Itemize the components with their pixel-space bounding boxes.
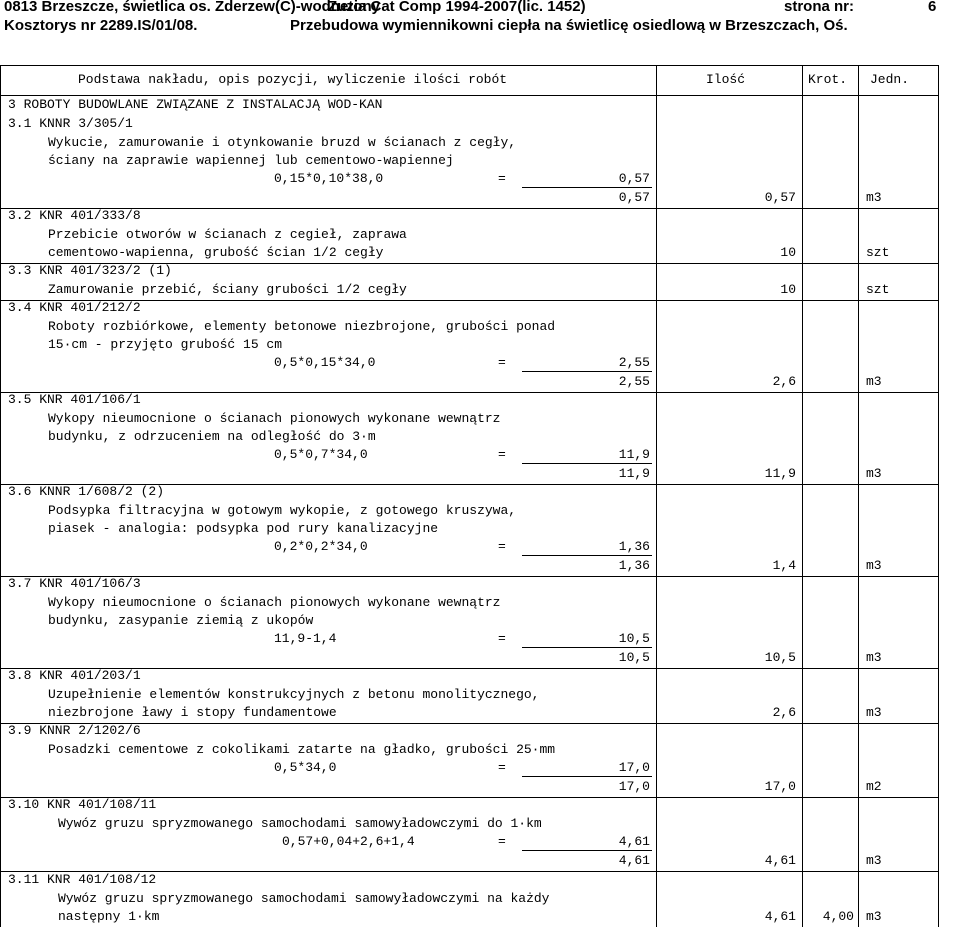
calc-formula: 11,9-1,4 (274, 631, 337, 646)
calc-formula: 0,5*0,7*34,0 (274, 447, 368, 462)
header-software: Zuzia Cat Comp 1994-2007(lic. 1452) (328, 0, 586, 15)
column-header-description: Podstawa nakładu, opis pozycji, wyliczenie ilości robót (78, 72, 508, 87)
item-description-line: Wywóz gruzu spryzmowanego samochodami samowyładowczymi na każdy (58, 891, 550, 906)
item-head: 3.6 KNNR 1/608/2 (2) (8, 484, 165, 499)
calc-result: 4,61 (618, 834, 650, 849)
item-quantity: 4,61 (764, 909, 796, 924)
item-quantity: 0,57 (764, 190, 796, 205)
calc-formula: 0,15*0,10*38,0 (274, 171, 384, 186)
calc-underline (522, 776, 652, 777)
column-header-quantity: Ilość (706, 72, 746, 87)
item-head: 3.8 KNR 401/203/1 (8, 668, 141, 683)
item-head: 3.5 KNR 401/106/1 (8, 392, 141, 407)
calc-equals: = (498, 171, 506, 186)
item-head: 3.2 KNR 401/333/8 (8, 208, 141, 223)
item-description-line: 15·cm - przyjęto grubość 15 cm (48, 337, 283, 352)
calc-sum: 4,61 (618, 853, 650, 868)
calc-underline (522, 463, 652, 464)
item-head: 3.10 KNR 401/108/11 (8, 797, 157, 812)
calc-underline (522, 371, 652, 372)
item-quantity: 11,9 (764, 466, 796, 481)
item-description-line: piasek - analogia: podsypka pod rury kanalizacyjne (48, 521, 439, 536)
item-unit: m3 (866, 909, 882, 924)
calc-equals: = (498, 760, 506, 775)
item-unit: m3 (866, 853, 882, 868)
item-quantity: 4,61 (764, 853, 796, 868)
column-header-krot: Krot. (808, 72, 848, 87)
calc-sum: 11,9 (618, 466, 650, 481)
item-unit: m3 (866, 705, 882, 720)
table-top-border (0, 65, 939, 66)
row-divider (0, 300, 939, 301)
item-head: 3.1 KNNR 3/305/1 (8, 116, 133, 131)
item-description-line: Podsypka filtracyjna w gotowym wykopie, z gotowego kruszywa, (48, 503, 517, 518)
item-description-line: Roboty rozbiórkowe, elementy betonowe niezbrojone, grubości ponad (48, 319, 556, 334)
item-unit: m3 (866, 374, 882, 389)
calc-sum: 10,5 (618, 650, 650, 665)
calc-result: 17,0 (618, 760, 650, 775)
calc-equals: = (498, 834, 506, 849)
calc-sum: 1,36 (618, 558, 650, 573)
item-quantity: 17,0 (764, 779, 796, 794)
item-quantity: 10,5 (764, 650, 796, 665)
item-head: 3.7 KNR 401/106/3 (8, 576, 141, 591)
item-description-line: ściany na zaprawie wapiennej lub cementowo-wapiennej (48, 153, 454, 168)
item-description-line: następny 1·km (58, 909, 160, 924)
column-header-unit: Jedn. (870, 72, 910, 87)
header-page-number: 6 (928, 0, 937, 15)
item-description-line: cementowo-wapienna, grubość ścian 1/2 cegły (48, 245, 384, 260)
item-unit: szt (866, 282, 890, 297)
item-multiplier: 4,00 (822, 909, 854, 924)
item-head: 3.11 KNR 401/108/12 (8, 872, 157, 887)
header-location: 0813 Brzeszcze, świetlica os. Zderzew(C)-wodnetony (4, 0, 380, 15)
item-unit: m3 (866, 190, 882, 205)
header-estimate-number: Kosztorys nr 2289.IS/01/08. (4, 17, 198, 34)
item-description-line: budynku, zasypanie ziemią z ukopów (48, 613, 314, 628)
calc-formula: 0,5*34,0 (274, 760, 337, 775)
item-head: 3.9 KNNR 2/1202/6 (8, 723, 141, 738)
item-head: 3.4 KNR 401/212/2 (8, 300, 141, 315)
item-unit: m2 (866, 779, 882, 794)
item-quantity: 1,4 (772, 558, 796, 573)
calc-result: 1,36 (618, 539, 650, 554)
calc-result: 0,57 (618, 171, 650, 186)
calc-formula: 0,2*0,2*34,0 (274, 539, 368, 554)
row-divider (0, 576, 939, 577)
calc-formula: 0,57+0,04+2,6+1,4 (282, 834, 415, 849)
table-header-bottom-border (0, 95, 939, 96)
calc-equals: = (498, 447, 506, 462)
header-project-title: Przebudowa wymiennikowni ciepła na świetlicę osiedlową w Brzeszczach, Oś. (290, 17, 848, 34)
item-quantity: 2,6 (772, 705, 796, 720)
calc-sum: 17,0 (618, 779, 650, 794)
item-description-line: Zamurowanie przebić, ściany grubości 1/2 cegły (48, 282, 407, 297)
item-head: 3.3 KNR 401/323/2 (1) (8, 263, 172, 278)
row-divider (0, 723, 939, 724)
item-description-line: Wykucie, zamurowanie i otynkowanie bruzd w ścianach z cegły, (48, 135, 517, 150)
item-description-line: budynku, z odrzuceniem na odległość do 3·m (48, 429, 376, 444)
calc-underline (522, 555, 652, 556)
calc-result: 10,5 (618, 631, 650, 646)
item-description-line: niezbrojone ławy i stopy fundamentowe (48, 705, 337, 720)
calc-result: 11,9 (618, 447, 650, 462)
calc-underline (522, 187, 652, 188)
item-description-line: Posadzki cementowe z cokolikami zatarte na gładko, grubości 25·mm (48, 742, 556, 757)
calc-equals: = (498, 631, 506, 646)
item-description-line: Wywóz gruzu spryzmowanego samochodami samowyładowczymi do 1·km (58, 816, 542, 831)
item-unit: m3 (866, 650, 882, 665)
item-unit: m3 (866, 558, 882, 573)
calc-formula: 0,5*0,15*34,0 (274, 355, 376, 370)
section-title: 3 ROBOTY BUDOWLANE ZWIĄZANE Z INSTALACJĄ WOD-KAN (8, 97, 383, 112)
calc-equals: = (498, 355, 506, 370)
item-description-line: Przebicie otworów w ścianach z cegieł, zaprawa (48, 227, 407, 242)
item-description-line: Wykopy nieumocnione o ścianach pionowych wykonane wewnątrz (48, 595, 501, 610)
item-quantity: 2,6 (772, 374, 796, 389)
calc-result: 2,55 (618, 355, 650, 370)
item-quantity: 10 (780, 245, 796, 260)
calc-equals: = (498, 539, 506, 554)
calc-underline (522, 850, 652, 851)
calc-underline (522, 647, 652, 648)
item-description-line: Wykopy nieumocnione o ścianach pionowych wykonane wewnątrz (48, 411, 501, 426)
item-unit: szt (866, 245, 890, 260)
item-description-line: Uzupełnienie elementów konstrukcyjnych z betonu monolitycznego, (48, 687, 540, 702)
row-divider (0, 208, 939, 209)
calc-sum: 0,57 (618, 190, 650, 205)
header-page-label: strona nr: (784, 0, 855, 15)
item-unit: m3 (866, 466, 882, 481)
item-quantity: 10 (780, 282, 796, 297)
calc-sum: 2,55 (618, 374, 650, 389)
